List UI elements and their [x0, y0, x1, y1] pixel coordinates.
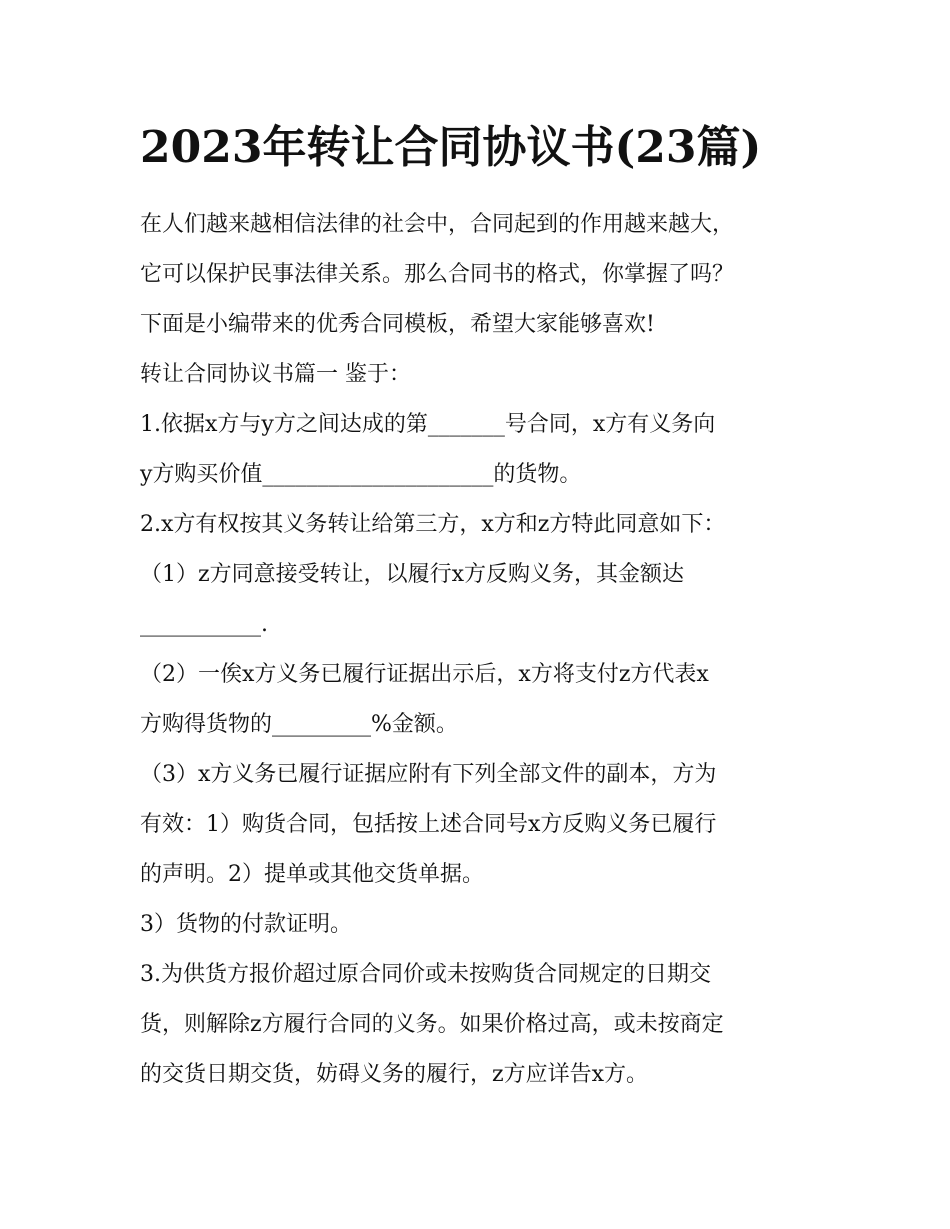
paragraph-line: 的声明。2）提单或其他交货单据。 — [140, 862, 484, 887]
paragraph-line: （3）x方义务已履行证据应附有下列全部文件的副本，方为 — [140, 762, 717, 787]
paragraph-line: 的交货日期交货，妨碍义务的履行，z方应详告x方。 — [140, 1062, 648, 1087]
paragraph-line: ___________. — [140, 612, 268, 637]
paragraph-line: 1.依据x方与y方之间达成的第_______号合同，x方有义务向 — [140, 412, 716, 437]
paragraph-line: y方购买价值_____________________的货物。 — [140, 462, 582, 487]
paragraph-line: 下面是小编带来的优秀合同模板，希望大家能够喜欢! — [140, 312, 655, 337]
section-heading: 转让合同协议书篇一 鉴于： — [140, 362, 411, 387]
paragraph-line: 方购得货物的_________%金额。 — [140, 712, 458, 737]
paragraph-line: 它可以保护民事法律关系。那么合同书的格式，你掌握了吗？ — [140, 262, 735, 287]
paragraph-line: 有效：1）购货合同，包括按上述合同号x方反购义务已履行 — [140, 812, 717, 837]
paragraph-line: 在人们越来越相信法律的社会中，合同起到的作用越来越大， — [140, 212, 735, 237]
paragraph-line: 3）货物的付款证明。 — [140, 912, 352, 937]
paragraph-line: 货，则解除z方履行合同的义务。如果价格过高，或未按商定 — [140, 1012, 724, 1037]
paragraph-line: 2.x方有权按其义务转让给第三方，x方和z方特此同意如下： — [140, 512, 726, 537]
document-body — [140, 200, 820, 1100]
paragraph-line: 3.为供货方报价超过原合同价或未按购货合同规定的日期交 — [140, 962, 711, 987]
paragraph-line: （2）一俟x方义务已履行证据出示后，x方将支付z方代表x — [140, 662, 709, 687]
document-title: 2023年转让合同协议书(23篇) — [140, 122, 762, 173]
paragraph-line: （1）z方同意接受转让，以履行x方反购义务，其金额达 — [140, 562, 684, 587]
